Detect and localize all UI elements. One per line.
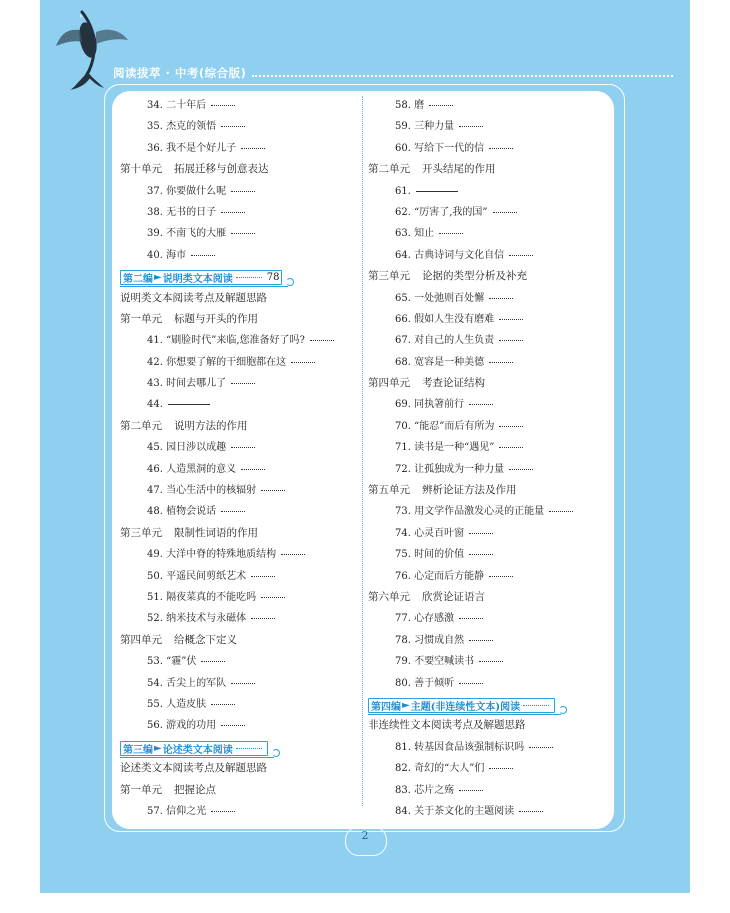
leader-dots xyxy=(439,233,463,234)
part-number: 第四编 xyxy=(371,701,401,713)
leader-dots xyxy=(261,597,285,598)
entry-title: 一处弛则百处懈 xyxy=(414,292,485,304)
leader-dots xyxy=(251,618,275,619)
part-underline xyxy=(120,751,274,758)
leader-dots xyxy=(459,683,483,684)
part-title: 主题(非连续性文本)阅读 xyxy=(410,701,521,713)
unit-heading xyxy=(368,587,603,608)
entry-number: 59. xyxy=(395,121,411,133)
part-title: 说明类文本阅读 xyxy=(162,274,233,286)
leader-dots xyxy=(519,811,543,812)
toc-entry[interactable] xyxy=(368,651,603,672)
unit-label: 第二单元 xyxy=(120,419,162,432)
entry-number: 61. xyxy=(395,185,411,197)
leader-dots xyxy=(221,725,245,726)
toc-entry[interactable] xyxy=(120,181,355,202)
unit-title: 标题与开头的作用 xyxy=(174,312,258,325)
entry-number: 84. xyxy=(395,805,411,817)
entry-title: 心灵百叶窗 xyxy=(414,527,465,539)
entry-number: 79. xyxy=(395,656,411,668)
entry-title: 无书的日子 xyxy=(166,206,217,218)
entry-title: 不要空喊读书 xyxy=(414,656,475,668)
toc-entry[interactable] xyxy=(368,780,603,801)
entry-title: 不南飞的大雁 xyxy=(166,228,227,240)
leader-dots xyxy=(221,212,245,213)
unit-heading xyxy=(120,416,355,437)
unit-label: 第四单元 xyxy=(368,377,410,390)
entry-title: 对自己的人生负责 xyxy=(414,335,495,347)
entry-number: 50. xyxy=(147,570,163,582)
toc-entry[interactable] xyxy=(368,523,603,544)
toc-entry[interactable] xyxy=(368,459,603,480)
part-heading[interactable] xyxy=(120,737,355,758)
entry-number: 64. xyxy=(395,249,411,261)
entry-title: 当心生活中的核辐射 xyxy=(166,485,257,497)
leader-dots xyxy=(499,319,523,320)
unit-label: 第一单元 xyxy=(120,312,162,325)
entry-title: 海市 xyxy=(166,249,187,261)
entry-title: 心定而后方能静 xyxy=(414,570,485,582)
toc-entry[interactable] xyxy=(368,801,603,822)
arrow-icon: ► xyxy=(402,699,410,711)
entry-number: 40. xyxy=(147,249,163,261)
arrow-icon: ► xyxy=(154,742,162,754)
toc-entry[interactable] xyxy=(368,673,603,694)
entry-number: 44. xyxy=(147,399,163,411)
toc-entry[interactable] xyxy=(368,181,603,202)
leader-dots xyxy=(231,233,255,234)
entry-title: 平遥民间剪纸艺术 xyxy=(166,570,247,582)
entry-title: 隔夜菜真的不能吃吗 xyxy=(166,591,257,603)
entry-number: 52. xyxy=(147,613,163,625)
unit-heading xyxy=(120,523,355,544)
entry-number: 36. xyxy=(147,142,163,154)
toc-entry[interactable] xyxy=(120,694,355,715)
entry-title: 假如人生没有磨难 xyxy=(414,313,495,325)
entry-title: “能忍”而后有所为 xyxy=(414,420,495,432)
leader-dots xyxy=(459,126,483,127)
leader-dots xyxy=(251,576,275,577)
leader-dots xyxy=(459,618,483,619)
toc-entry[interactable] xyxy=(120,245,355,266)
unit-heading xyxy=(368,159,603,180)
toc-entry[interactable] xyxy=(368,288,603,309)
entry-title: 舌尖上的军队 xyxy=(166,677,227,689)
entry-title: 写给下一代的信 xyxy=(414,142,485,154)
toc-entry[interactable] xyxy=(120,202,355,223)
entry-title: 大洋中脊的特殊地质结构 xyxy=(166,549,277,561)
toc-entry[interactable] xyxy=(120,95,355,116)
toc-entry[interactable] xyxy=(368,352,603,373)
entry-number: 74. xyxy=(395,527,411,539)
toc-entry[interactable] xyxy=(120,608,355,629)
entry-number: 47. xyxy=(147,485,163,497)
toc-entry[interactable] xyxy=(368,737,603,758)
toc-entry[interactable] xyxy=(368,566,603,587)
unit-label: 第二单元 xyxy=(368,163,410,176)
entry-title: 时间的价值 xyxy=(414,549,465,561)
entry-title: 纳米技术与永磁体 xyxy=(166,613,247,625)
unit-title: 给概念下定义 xyxy=(174,633,237,646)
unit-title: 考查论证结构 xyxy=(422,377,485,390)
entry-number: 65. xyxy=(395,292,411,304)
entry-title: 让孤独成为一种力量 xyxy=(414,463,505,475)
entry-title: “刷脸时代”来临,您准备好了吗? xyxy=(166,335,305,347)
toc-entry[interactable] xyxy=(120,116,355,137)
entry-title: 用文学作品激发心灵的正能量 xyxy=(414,506,545,518)
entry-title: 芯片之殇 xyxy=(414,784,455,796)
part-curl-end xyxy=(272,749,280,757)
unit-label: 第四单元 xyxy=(120,633,162,646)
entry-number: 57. xyxy=(147,805,163,817)
leader-dots xyxy=(201,661,225,662)
entry-number: 71. xyxy=(395,442,411,454)
entry-number: 82. xyxy=(395,763,411,775)
unit-label: 第十单元 xyxy=(120,163,162,176)
leader-dots xyxy=(281,554,305,555)
entry-number: 58. xyxy=(395,100,411,111)
toc-entry[interactable] xyxy=(368,544,603,565)
toc-entry[interactable] xyxy=(368,630,603,651)
blank-title-line xyxy=(416,191,458,192)
guide-heading: 说明类文本阅读考点及解题思路 xyxy=(120,291,267,304)
footer-rule-left xyxy=(305,828,345,829)
unit-label: 第五单元 xyxy=(368,484,410,497)
leader-dots xyxy=(499,447,523,448)
entry-title: 你想要了解的干细胞都在这 xyxy=(166,356,287,368)
toc-entry[interactable] xyxy=(368,202,603,223)
leader-dots xyxy=(459,790,483,791)
toc-entry[interactable] xyxy=(120,673,355,694)
entry-title: 习惯成自然 xyxy=(414,634,465,646)
entry-title: 时间去哪儿了 xyxy=(166,378,227,390)
entry-number: 62. xyxy=(395,206,411,218)
entry-number: 43. xyxy=(147,378,163,390)
unit-heading xyxy=(368,373,603,394)
entry-title: 知止 xyxy=(414,228,435,240)
part-curl-end xyxy=(286,278,294,286)
unit-title: 论据的类型分析及补充 xyxy=(422,270,527,283)
toc-entry[interactable] xyxy=(368,245,603,266)
leader-dots xyxy=(489,576,513,577)
entry-title: 关于茶文化的主题阅读 xyxy=(414,805,515,817)
entry-number: 54. xyxy=(147,677,163,689)
entry-number: 60. xyxy=(395,142,411,154)
entry-number: 46. xyxy=(147,463,163,475)
toc-entry[interactable] xyxy=(120,566,355,587)
toc-entry[interactable] xyxy=(368,116,603,137)
leader-dots xyxy=(236,748,262,749)
leader-dots xyxy=(191,255,215,256)
entry-title: 奇幻的“大人”们 xyxy=(414,763,485,775)
toc-entry[interactable] xyxy=(120,437,355,458)
toc-entry[interactable] xyxy=(368,394,603,415)
entry-title: 善于倾听 xyxy=(414,677,455,689)
column-divider xyxy=(362,96,363,806)
entry-number: 45. xyxy=(147,442,163,454)
leader-dots xyxy=(523,705,549,706)
leader-dots xyxy=(310,340,334,341)
leader-dots xyxy=(241,148,265,149)
entry-number: 56. xyxy=(147,720,163,732)
leader-dots xyxy=(489,768,513,769)
entry-title: 你要做什么呢 xyxy=(166,185,227,197)
toc-entry[interactable] xyxy=(368,608,603,629)
toc-entry[interactable] xyxy=(368,309,603,330)
entry-title: 宽容是一种美德 xyxy=(414,356,485,368)
unit-title: 开头结尾的作用 xyxy=(422,163,496,176)
entry-title: 我不是个好儿子 xyxy=(166,142,237,154)
leader-dots xyxy=(211,105,235,106)
toc-entry[interactable] xyxy=(120,138,355,159)
part-heading[interactable] xyxy=(120,266,355,287)
entry-number: 76. xyxy=(395,570,411,582)
unit-title: 辨析论证方法及作用 xyxy=(422,484,517,497)
entry-title: 转基因食品该强制标识吗 xyxy=(414,741,525,753)
leader-dots xyxy=(231,191,255,192)
entry-number: 81. xyxy=(395,741,411,753)
entry-number: 34. xyxy=(147,100,163,111)
leader-dots xyxy=(231,683,255,684)
entry-number: 63. xyxy=(395,228,411,240)
entry-title: 古典诗词与文化自信 xyxy=(414,249,505,261)
entry-number: 42. xyxy=(147,356,163,368)
entry-number: 38. xyxy=(147,206,163,218)
unit-label: 第六单元 xyxy=(368,590,410,603)
unit-label: 第一单元 xyxy=(120,783,162,796)
entry-title: 信仰之光 xyxy=(166,805,207,817)
entry-number: 53. xyxy=(147,656,163,668)
toc-entry[interactable] xyxy=(120,373,355,394)
part-curl-end xyxy=(559,706,567,714)
toc-entry[interactable] xyxy=(120,715,355,736)
part-heading[interactable] xyxy=(368,694,603,715)
entry-title: “霾”伏 xyxy=(166,656,197,668)
unit-heading xyxy=(120,630,355,651)
part-underline xyxy=(120,280,288,287)
part-title: 论述类文本阅读 xyxy=(162,744,233,756)
unit-label: 第三单元 xyxy=(368,270,410,283)
part-page-number: 78 xyxy=(266,272,280,284)
page-header xyxy=(113,63,673,83)
leader-dots xyxy=(509,255,533,256)
toc-entry[interactable] xyxy=(120,501,355,522)
part-number: 第三编 xyxy=(123,744,153,756)
leader-dots xyxy=(221,511,245,512)
entry-title: 心存感激 xyxy=(414,613,455,625)
entry-number: 49. xyxy=(147,549,163,561)
entry-title: “厉害了,我的国” xyxy=(414,206,488,218)
entry-number: 48. xyxy=(147,506,163,518)
leader-dots xyxy=(499,426,523,427)
guide-heading: 论述类文本阅读考点及解题思路 xyxy=(120,762,267,775)
toc-entry[interactable] xyxy=(120,544,355,565)
toc-entry[interactable] xyxy=(368,95,603,116)
entry-title: 磨 xyxy=(414,100,425,111)
entry-title: 园日涉以成趣 xyxy=(166,442,227,454)
page-number: 2 xyxy=(361,829,369,842)
leader-dots xyxy=(549,511,573,512)
entry-title: 三种力量 xyxy=(414,121,455,133)
unit-heading xyxy=(120,159,355,180)
leader-dots xyxy=(469,404,493,405)
leader-dots xyxy=(221,126,245,127)
entry-number: 55. xyxy=(147,698,163,710)
toc-entry[interactable] xyxy=(368,138,603,159)
leader-dots xyxy=(529,747,553,748)
leader-dots xyxy=(231,447,255,448)
toc-entry[interactable] xyxy=(368,437,603,458)
entry-number: 70. xyxy=(395,420,411,432)
toc-entry[interactable] xyxy=(120,330,355,351)
entry-number: 72. xyxy=(395,463,411,475)
part-underline xyxy=(368,708,561,715)
guide-heading: 非连续性文本阅读考点及解题思路 xyxy=(368,719,526,732)
toc-entry[interactable] xyxy=(368,501,603,522)
entry-number: 78. xyxy=(395,634,411,646)
arrow-icon: ► xyxy=(154,272,162,284)
entry-number: 39. xyxy=(147,228,163,240)
unit-title: 限制性词语的作用 xyxy=(174,526,258,539)
entry-number: 80. xyxy=(395,677,411,689)
leader-dots xyxy=(509,469,533,470)
leader-dots xyxy=(211,704,235,705)
leader-dots xyxy=(489,298,513,299)
toc-entry[interactable] xyxy=(368,416,603,437)
entry-title: 杰克的领悟 xyxy=(166,121,217,133)
toc-entry[interactable] xyxy=(120,801,355,822)
header-dotted-rule xyxy=(252,75,673,77)
leader-dots xyxy=(211,811,235,812)
entry-title: 同执箸前行 xyxy=(414,399,465,411)
entry-number: 35. xyxy=(147,121,163,133)
book-title: 阅读拔萃 · 中考(综合版) xyxy=(113,66,247,80)
entry-number: 66. xyxy=(395,313,411,325)
toc-entry[interactable] xyxy=(120,459,355,480)
leader-dots xyxy=(493,212,517,213)
leader-dots xyxy=(261,490,285,491)
leader-dots xyxy=(489,148,513,149)
toc-right-column xyxy=(368,95,603,822)
toc-entry[interactable] xyxy=(120,394,355,415)
entry-number: 41. xyxy=(147,335,163,347)
unit-title: 把握论点 xyxy=(174,783,216,796)
leader-dots xyxy=(231,383,255,384)
leader-dots xyxy=(469,533,493,534)
leader-dots xyxy=(499,340,523,341)
footer-rule-right xyxy=(385,828,425,829)
leader-dots xyxy=(469,640,493,641)
entry-title: 二十年后 xyxy=(166,100,207,111)
entry-title: 人造皮肤 xyxy=(166,698,207,710)
toc-entry[interactable] xyxy=(368,758,603,779)
entry-number: 73. xyxy=(395,506,411,518)
entry-title: 植物会说话 xyxy=(166,506,217,518)
toc-left-column xyxy=(120,95,355,822)
entry-number: 75. xyxy=(395,549,411,561)
toc-entry[interactable] xyxy=(120,352,355,373)
entry-number: 51. xyxy=(147,591,163,603)
toc-entry[interactable] xyxy=(120,223,355,244)
unit-heading xyxy=(368,480,603,501)
leader-dots xyxy=(241,469,265,470)
entry-number: 83. xyxy=(395,784,411,796)
unit-title: 欣赏论证语言 xyxy=(422,590,485,603)
entry-title: 读书是一种“遇见” xyxy=(414,442,495,454)
toc-entry[interactable] xyxy=(120,480,355,501)
entry-title: 游戏的功用 xyxy=(166,720,217,732)
entry-title: 人造黑洞的意义 xyxy=(166,463,237,475)
toc-entry[interactable] xyxy=(368,330,603,351)
unit-heading xyxy=(120,309,355,330)
unit-heading xyxy=(120,780,355,801)
unit-label: 第三单元 xyxy=(120,526,162,539)
toc-entry[interactable] xyxy=(120,651,355,672)
entry-number: 69. xyxy=(395,399,411,411)
entry-number: 37. xyxy=(147,185,163,197)
entry-number: 67. xyxy=(395,335,411,347)
blank-title-line xyxy=(168,404,210,405)
leader-dots xyxy=(479,661,503,662)
leader-dots xyxy=(429,105,453,106)
leader-dots xyxy=(236,277,262,278)
leader-dots xyxy=(489,362,513,363)
unit-title: 说明方法的作用 xyxy=(174,419,248,432)
entry-number: 77. xyxy=(395,613,411,625)
toc-entry[interactable] xyxy=(368,223,603,244)
unit-title: 拓展迁移与创意表达 xyxy=(174,163,269,176)
leader-dots xyxy=(291,362,315,363)
part-number: 第二编 xyxy=(123,274,153,286)
unit-heading xyxy=(368,266,603,287)
toc-entry[interactable] xyxy=(120,587,355,608)
entry-number: 68. xyxy=(395,356,411,368)
leader-dots xyxy=(469,554,493,555)
